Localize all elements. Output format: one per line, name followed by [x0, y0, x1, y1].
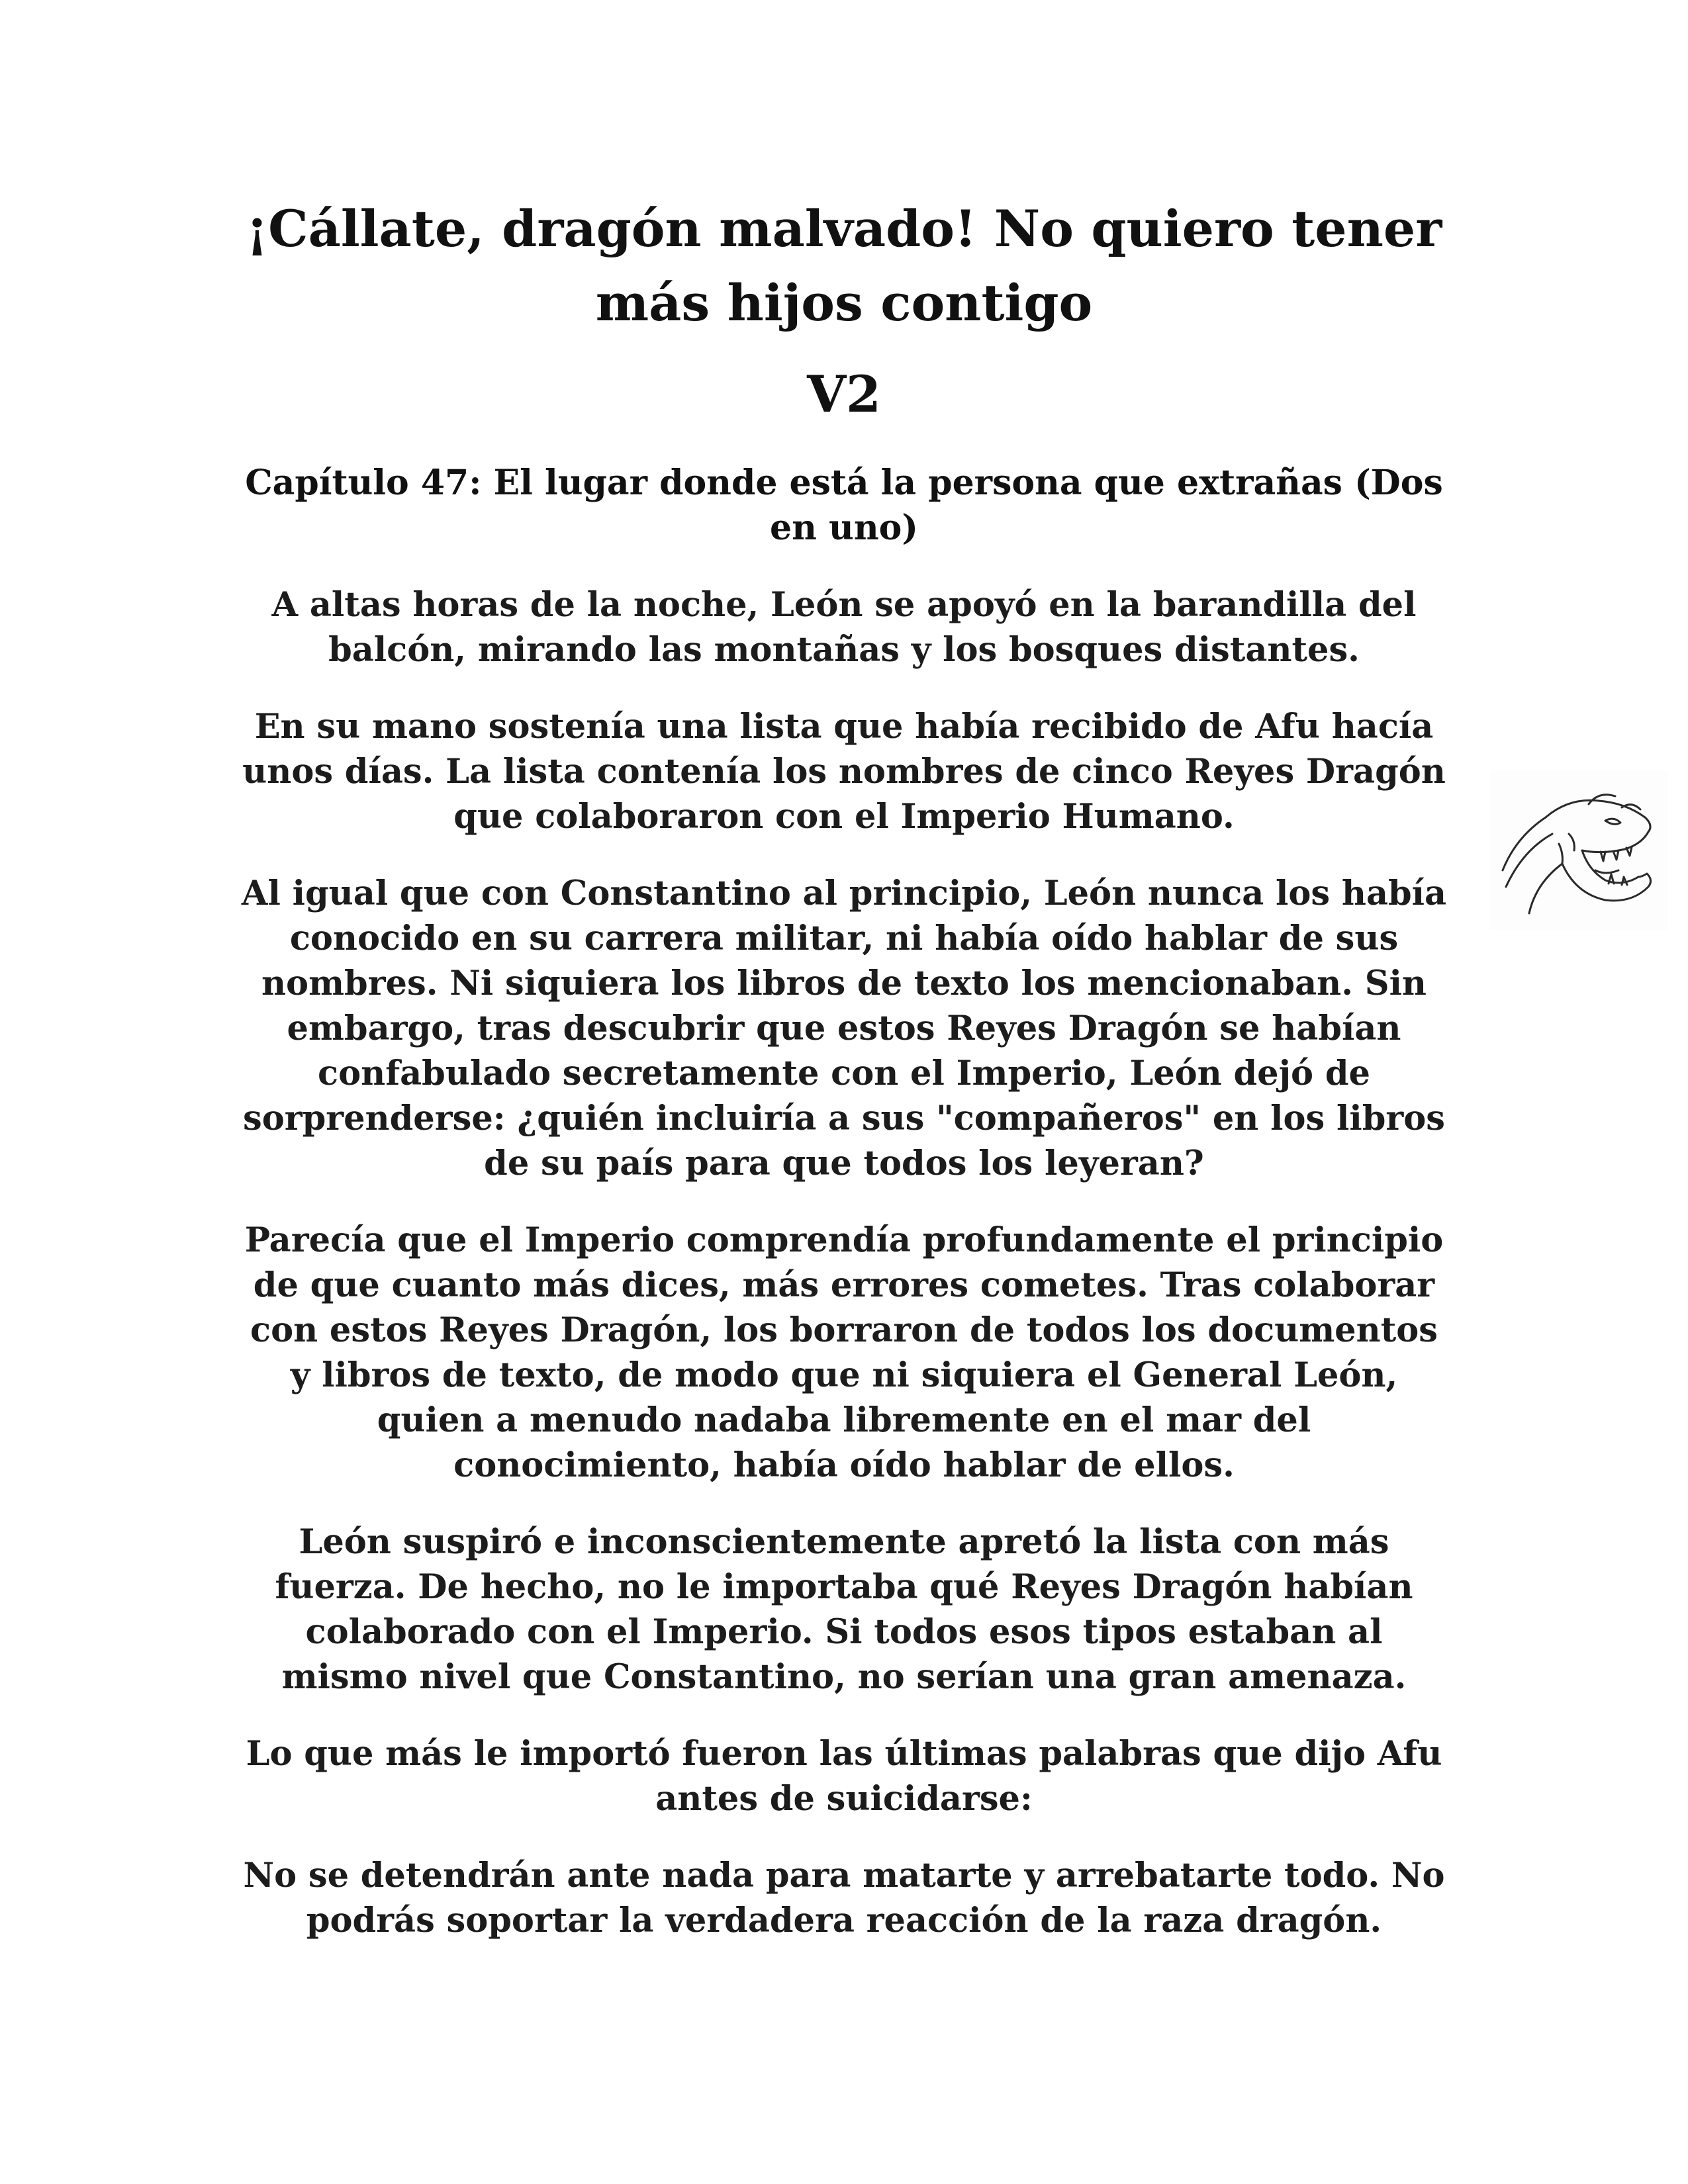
paragraph: No se detendrán ante nada para matarte y arrebatarte todo. No podrás soportar la verdadera reacción de la raza dragón.: [243, 1856, 1445, 1940]
document-page: [225, 192, 1463, 1943]
paragraph: Al igual que con Constantino al principio, León nunca los había conocido en su carrera militar, ni había oído hablar de sus nombres. Ni siquiera los libros de texto los mencionaban. Sin embargo, tras descubrir que estos Reyes Dragón se habían confabulado secretamente con el Imperio, León dejó de sorprenderse: ¿quién incluiría a sus "compañeros" en los libros de su país para que todos los leyeran?: [241, 874, 1447, 1183]
chapter-heading: Capítulo 47: El lugar donde está la persona que extrañas (Dos en uno): [245, 463, 1443, 548]
volume-label: V2: [807, 365, 881, 424]
paragraph: León suspiró e inconscientemente apretó la lista con más fuerza. De hecho, no le importaba qué Reyes Dragón habían colaborado con el Imperio. Si todos esos tipos estaban al mismo nivel que Constantino, no serían una gran amenaza.: [275, 1522, 1413, 1697]
document-title: ¡Cállate, dragón malvado! No quiero tener más hijos contigo: [246, 199, 1442, 332]
paragraph: Parecía que el Imperio comprendía profundamente el principio de que cuanto más dices, más errores cometes. Tras colaborar con estos Reyes Dragón, los borraron de todos los documentos y libros de texto, de modo que ni siquiera el General León, quien a menudo nadaba libremente en el mar del conocimiento, había oído hablar de ellos.: [244, 1220, 1444, 1485]
paragraph: A altas horas de la noche, León se apoyó en la barandilla del balcón, mirando las montañas y los bosques distantes.: [271, 585, 1417, 670]
paragraph: En su mano sostenía una lista que había recibido de Afu hacía unos días. La lista contenía los nombres de cinco Reyes Dragón que colaboraron con el Imperio Humano.: [242, 707, 1446, 837]
paragraph: Lo que más le importó fueron las últimas palabras que dijo Afu antes de suicidarse:: [246, 1734, 1442, 1819]
dragon-head-icon: [1489, 771, 1668, 930]
